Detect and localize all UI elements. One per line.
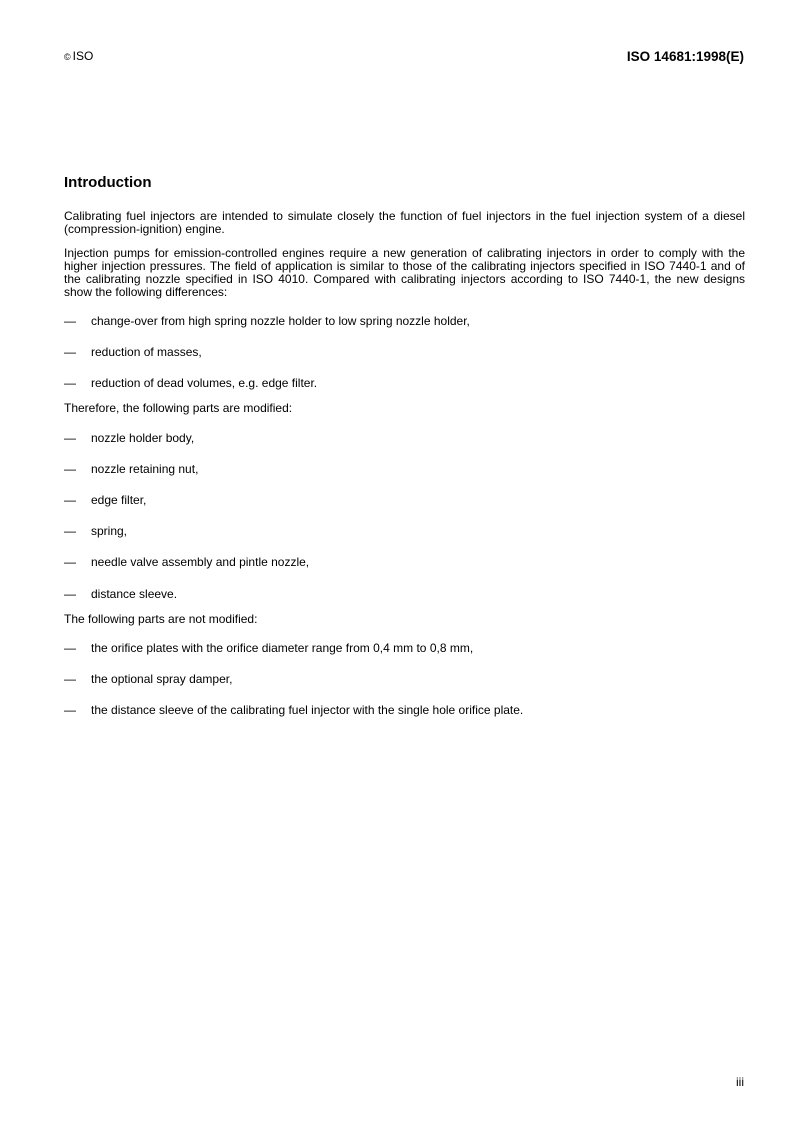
dash-marker: —: [64, 344, 76, 359]
list-item: — the orifice plates with the orifice diameter range from 0,4 mm to 0,8 mm,: [64, 641, 474, 656]
differences-list: [64, 315, 745, 391]
dash-marker: —: [64, 493, 76, 508]
dash-marker: —: [64, 461, 76, 476]
unmodified-intro: The following parts are not modified:: [64, 611, 258, 626]
introduction-section: [64, 174, 745, 736]
copyright-icon: ©: [64, 52, 71, 62]
paragraph-2: Injection pumps for emission-controlled engines require a new generation of calibrating injectors in order to comply with the higher injection pressures. The field of application is similar to those of the calibrating injectors specified in ISO 7440-1 and of the calibrating nozzle specified in ISO 4010. Compared with calibrating injectors according to ISO 7440-1, the new designs show the following differences:: [64, 245, 745, 300]
dash-marker: —: [64, 430, 76, 445]
list-item: — nozzle retaining nut,: [64, 461, 199, 476]
modified-parts-list: [64, 432, 745, 601]
list-item: — distance sleeve.: [64, 586, 178, 601]
list-item: — nozzle holder body,: [64, 430, 195, 445]
list-item: — reduction of dead volumes, e.g. edge filter.: [64, 376, 318, 391]
dash-marker: —: [64, 524, 76, 539]
dash-marker: —: [64, 586, 76, 601]
unmodified-parts-list: [64, 642, 745, 718]
header-org: ISO: [72, 49, 94, 63]
dash-marker: —: [64, 703, 76, 718]
list-item: — edge filter,: [64, 493, 147, 508]
list-item: — change-over from high spring nozzle holder to low spring nozzle holder,: [64, 313, 470, 328]
list-item: — reduction of masses,: [64, 344, 202, 359]
section-title: Introduction: [64, 174, 152, 191]
list-item: — the distance sleeve of the calibrating fuel injector with the single hole orifice plate.: [64, 703, 524, 718]
list-item: — spring,: [64, 524, 128, 539]
header-standard-id: ISO 14681:1998(E): [626, 49, 744, 64]
list-item: — needle valve assembly and pintle nozzle,: [64, 555, 310, 570]
dash-marker: —: [64, 641, 76, 656]
dash-marker: —: [64, 313, 76, 328]
list-item: — the optional spray damper,: [64, 672, 233, 687]
dash-marker: —: [64, 376, 76, 391]
dash-marker: —: [64, 555, 76, 570]
header-copyright: [64, 49, 93, 64]
paragraph-1: Calibrating fuel injectors are intended to simulate closely the function of fuel injectors in the fuel injection system of a diesel (compression-ignition) engine.: [64, 209, 745, 237]
dash-marker: —: [64, 672, 76, 687]
page-number: iii: [736, 1075, 744, 1089]
modified-intro: Therefore, the following parts are modified:: [64, 401, 293, 416]
